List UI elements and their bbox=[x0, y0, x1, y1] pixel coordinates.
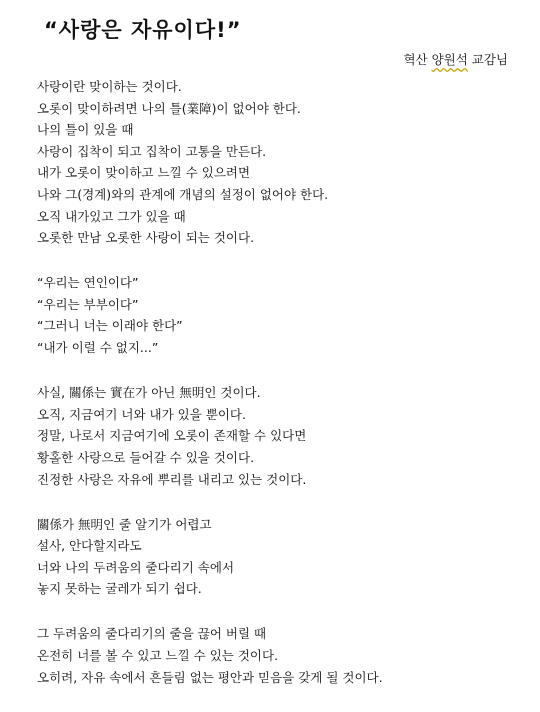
poem-line: 오직 내가있고 그가 있을 때 bbox=[37, 208, 186, 224]
author-suffix: 교감님 bbox=[467, 52, 508, 67]
poem-line: 사랑이란 맞이하는 것이다. bbox=[37, 79, 182, 94]
poem-line: 나의 틀이 있을 때 bbox=[37, 122, 134, 138]
stanza-3 bbox=[37, 382, 517, 490]
author-line bbox=[403, 50, 508, 68]
poem-line: 진정한 사랑은 자유에 뿌리를 내리고 있는 것이다. bbox=[37, 471, 307, 487]
poem-line: 그 두려움의 줄다리기의 줄을 끊어 버릴 때 bbox=[37, 626, 267, 642]
poem-line: 나와 그(경계)와의 관계에 개념의 설정이 없어야 한다. bbox=[37, 186, 329, 202]
poem-line: 사랑이 집착이 되고 집착이 고통을 만든다. bbox=[37, 143, 267, 159]
poem-line: 너와 나의 두려움의 줄다리기 속에서 bbox=[37, 559, 235, 575]
poem-line: 오롯한 만남 오롯한 사랑이 되는 것이다. bbox=[37, 230, 255, 246]
poem-line: 황홀한 사랑으로 들어갈 수 있을 것이다. bbox=[37, 449, 255, 465]
author-name: 양원석 bbox=[431, 52, 468, 67]
poem-body bbox=[37, 76, 517, 712]
poem-line: 내가 오롯이 맞이하고 느낄 수 있으려면 bbox=[37, 165, 251, 181]
poem-title: “사랑은 자유이다!” bbox=[44, 18, 242, 42]
poem-line: “그러니 너는 이래야 한다” bbox=[37, 318, 183, 334]
poem-line: 오히려, 자유 속에서 흔들림 없는 평안과 믿음을 갖게 될 것이다. bbox=[37, 669, 383, 685]
poem-line: 오롯이 맞이하려면 나의 틀(業障)이 없어야 한다. bbox=[37, 100, 301, 116]
poem-line: 정말, 나로서 지금여기에 오롯이 존재할 수 있다면 bbox=[37, 428, 307, 444]
author-prefix: 혁산 bbox=[403, 52, 432, 67]
poem-line: 놓지 못하는 굴레가 되기 쉽다. bbox=[37, 581, 202, 597]
poem-line: 사실, 關係는 實在가 아닌 無明인 것이다. bbox=[37, 385, 261, 401]
poem-line: 오직, 지금여기 너와 내가 있을 뿐이다. bbox=[37, 406, 246, 422]
poem-line: “우리는 부부이다” bbox=[37, 296, 139, 312]
poem-line: 關係가 無明인 줄 알기가 어렵고 bbox=[37, 516, 212, 532]
poem-line: “우리는 연인이다” bbox=[37, 275, 139, 291]
stanza-4 bbox=[37, 514, 517, 600]
stanza-5 bbox=[37, 623, 517, 688]
poem-line: 설사, 안다할지라도 bbox=[37, 538, 142, 554]
stanza-1 bbox=[37, 76, 517, 249]
poem-line: 온전히 너를 볼 수 있고 느낄 수 있는 것이다. bbox=[37, 648, 279, 664]
poem-line: “내가 이럴 수 없지...” bbox=[37, 340, 159, 356]
stanza-2 bbox=[37, 272, 517, 358]
